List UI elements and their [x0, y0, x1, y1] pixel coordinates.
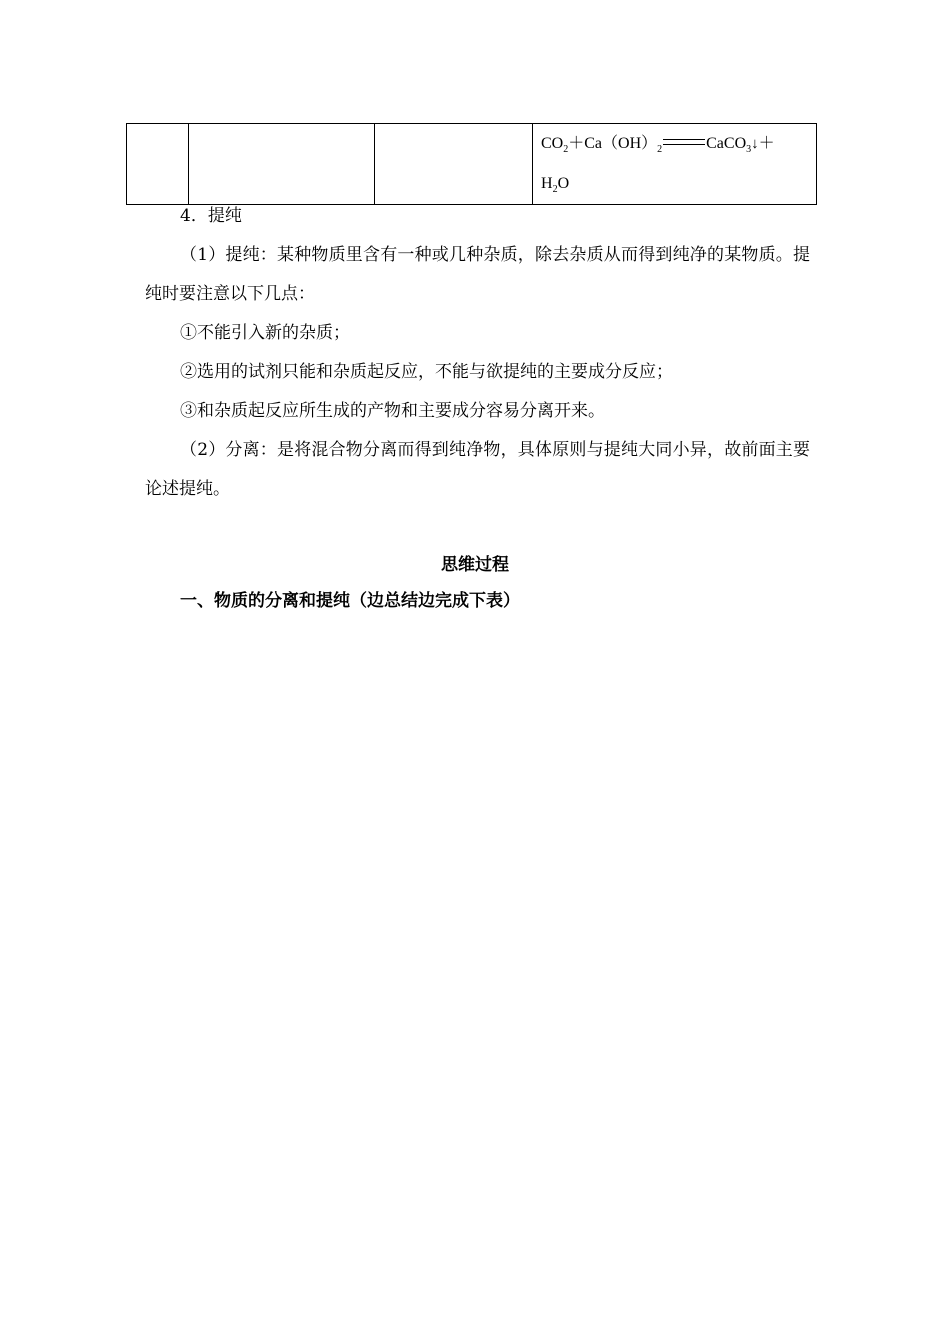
- eq-o: O: [557, 175, 570, 192]
- thinking-process-title: 思维过程: [441, 555, 509, 575]
- eq-co-subscript: 2: [563, 144, 569, 155]
- equation-line-2: [541, 164, 810, 204]
- eq-h: H: [541, 175, 553, 192]
- table-cell-empty-2: [189, 124, 375, 205]
- eq-caco: CaCO: [706, 135, 747, 152]
- rule-item-3: ③和杂质起反应所生成的产物和主要成分容易分离开来。: [180, 401, 605, 421]
- table-cell-empty-1: [127, 124, 189, 205]
- eq-oh-subscript: 2: [657, 144, 663, 155]
- purification-definition: （1）提纯：某种物质里含有一种或几种杂质，除去杂质从而得到纯净的某物质。提纯时要注意以下几点：: [145, 245, 810, 304]
- equals-double-line: [663, 139, 705, 145]
- equation-line-1: [541, 124, 810, 164]
- table-row: [127, 124, 817, 205]
- continued-table: [126, 123, 817, 205]
- equation-cell: [533, 124, 817, 205]
- precipitate-arrow-icon: ↓: [751, 136, 759, 152]
- eq-caco-subscript: 3: [746, 144, 752, 155]
- rule-item-1: ①不能引入新的杂质；: [180, 323, 350, 343]
- separation-definition: （2）分离：是将混合物分离而得到纯净物，具体原则与提纯大同小异，故前面主要论述提纯。: [145, 440, 810, 499]
- eq-plus: ＋: [758, 135, 775, 152]
- eq-co: CO: [541, 135, 564, 152]
- eq-h-subscript: 2: [552, 184, 558, 195]
- table-cell-empty-3: [375, 124, 533, 205]
- rule-item-2: ②选用的试剂只能和杂质起反应，不能与欲提纯的主要成分反应；: [180, 362, 673, 382]
- section-one-heading: 一、物质的分离和提纯（边总结边完成下表）: [180, 591, 520, 611]
- section-4-title: 4．提纯: [180, 206, 242, 226]
- eq-plus-caoh: ＋Ca（OH）: [568, 135, 658, 152]
